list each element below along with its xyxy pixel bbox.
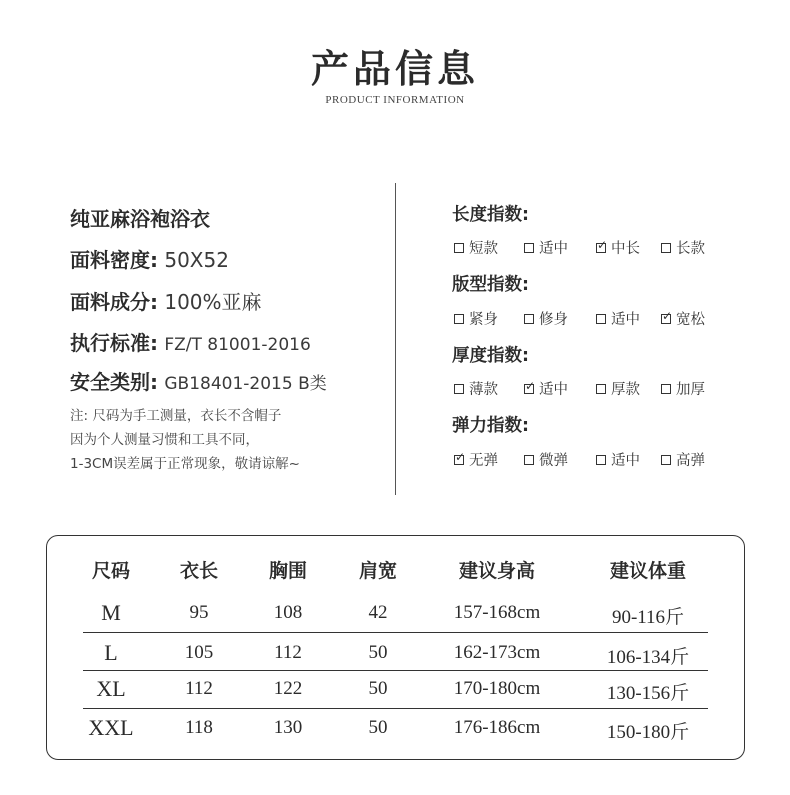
- composition-row: [70, 286, 262, 315]
- index-option-label: 薄款: [469, 382, 498, 398]
- table-cell: 150-180斤: [606, 722, 690, 743]
- index-option-label: 宽松: [676, 312, 705, 328]
- table-cell: 112: [274, 642, 302, 663]
- table-header-cell: 建议身高: [458, 560, 535, 582]
- safety-row: [70, 366, 327, 395]
- table-row-divider: [83, 708, 708, 709]
- unchecked-box-icon: [596, 314, 606, 324]
- unchecked-box-icon: [454, 243, 464, 253]
- table-cell: 50: [368, 717, 388, 738]
- table-cell: 50: [368, 678, 388, 699]
- index-title: 弹力指数:: [452, 416, 529, 436]
- table-cell: 108: [273, 602, 303, 623]
- table-header-cell: 尺码: [91, 560, 130, 582]
- note-line: 1-3CM误差属于正常现象，敬请谅解~: [70, 456, 300, 472]
- index-options: [454, 449, 774, 471]
- density-row: [70, 244, 229, 273]
- index-option: [661, 308, 705, 329]
- table-size-cell: XL: [96, 676, 126, 701]
- index-option: [661, 449, 705, 470]
- table-cell: 95: [189, 602, 209, 623]
- table-cell: 50: [368, 642, 388, 663]
- table-cell: 162-173cm: [453, 642, 541, 663]
- index-option: [661, 378, 705, 399]
- table-row-divider: [83, 632, 708, 633]
- note-line: 因为个人测量习惯和工具不同，: [70, 432, 259, 448]
- composition-label: 面料成分:: [70, 290, 158, 314]
- index-option: [596, 378, 640, 399]
- unchecked-box-icon: [454, 314, 464, 324]
- index-option-label: 长款: [676, 241, 705, 257]
- index-option: [454, 449, 498, 470]
- index-title: 长度指数:: [452, 205, 529, 225]
- index-option-label: 微弹: [539, 453, 568, 469]
- page-subtitle: PRODUCT INFORMATION: [325, 94, 465, 106]
- note-line: 注: 尺码为手工测量，衣长不含帽子: [70, 408, 282, 424]
- table-cell: 42: [368, 602, 388, 623]
- index-option: [454, 378, 498, 399]
- index-option-label: 适中: [539, 241, 568, 257]
- table-cell: 170-180cm: [453, 678, 541, 699]
- index-option-label: 厚款: [611, 382, 640, 398]
- unchecked-box-icon: [454, 384, 464, 394]
- safety-label: 安全类别:: [70, 370, 158, 394]
- table-cell: 176-186cm: [453, 717, 541, 738]
- index-option: [524, 449, 568, 470]
- index-options: [454, 237, 774, 259]
- unchecked-box-icon: [596, 384, 606, 394]
- index-option-label: 中长: [611, 241, 640, 257]
- index-option: [524, 378, 568, 399]
- index-option-label: 适中: [611, 312, 640, 328]
- index-options: [454, 308, 774, 330]
- index-option: [524, 237, 568, 258]
- table-cell: 106-134斤: [606, 647, 690, 668]
- table-cell: 122: [273, 678, 303, 699]
- index-options: [454, 378, 774, 400]
- index-title: 版型指数:: [452, 275, 529, 295]
- checked-box-icon: ✓: [662, 308, 673, 323]
- standard-row: [70, 327, 311, 356]
- index-title: 厚度指数:: [452, 346, 529, 366]
- index-option-label: 紧身: [469, 312, 498, 328]
- table-cell: 130-156斤: [606, 683, 690, 704]
- unchecked-box-icon: [661, 455, 671, 465]
- index-option-label: 修身: [539, 312, 568, 328]
- standard-label: 执行标准:: [70, 331, 158, 355]
- table-size-cell: L: [104, 640, 118, 665]
- page-title: 产品信息: [310, 47, 479, 91]
- vertical-divider: [395, 183, 396, 495]
- index-option: [454, 308, 498, 329]
- checked-box-icon: ✓: [455, 449, 466, 464]
- unchecked-box-icon: [524, 455, 534, 465]
- index-option: [661, 237, 705, 258]
- table-cell: 112: [185, 678, 213, 699]
- table-row-divider: [83, 670, 708, 671]
- unchecked-box-icon: [524, 314, 534, 324]
- index-option-label: 适中: [611, 453, 640, 469]
- table-cell: 90-116斤: [611, 607, 685, 628]
- density-value: 50X52: [164, 248, 229, 272]
- table-header-cell: 衣长: [179, 560, 218, 582]
- unchecked-box-icon: [661, 384, 671, 394]
- index-option-label: 加厚: [676, 382, 705, 398]
- table-cell: 105: [184, 642, 214, 663]
- unchecked-box-icon: [524, 243, 534, 253]
- index-option: [454, 237, 498, 258]
- table-size-cell: M: [101, 600, 121, 625]
- composition-value: 100%亚麻: [164, 290, 262, 314]
- index-option: [596, 308, 640, 329]
- index-option-label: 适中: [539, 382, 568, 398]
- table-size-cell: XXL: [88, 715, 134, 740]
- unchecked-box-icon: [661, 243, 671, 253]
- table-cell: 118: [185, 717, 213, 738]
- index-option: [596, 237, 640, 258]
- checked-box-icon: ✓: [525, 378, 536, 393]
- table-cell: 130: [273, 717, 303, 738]
- standard-value: FZ/T 81001-2016: [164, 335, 311, 355]
- checked-box-icon: ✓: [597, 237, 608, 252]
- table-header-cell: 建议体重: [609, 560, 686, 582]
- table-cell: 157-168cm: [453, 602, 541, 623]
- table-header-cell: 胸围: [268, 560, 307, 582]
- table-header-cell: 肩宽: [358, 560, 397, 582]
- index-option-label: 短款: [469, 241, 498, 257]
- index-option-label: 高弹: [676, 453, 705, 469]
- unchecked-box-icon: [596, 455, 606, 465]
- density-label: 面料密度:: [70, 248, 158, 272]
- safety-value: GB18401-2015 B类: [164, 374, 327, 394]
- index-option: [524, 308, 568, 329]
- product-name: 纯亚麻浴袍浴衣: [70, 207, 210, 231]
- index-option: [596, 449, 640, 470]
- index-option-label: 无弹: [469, 453, 498, 469]
